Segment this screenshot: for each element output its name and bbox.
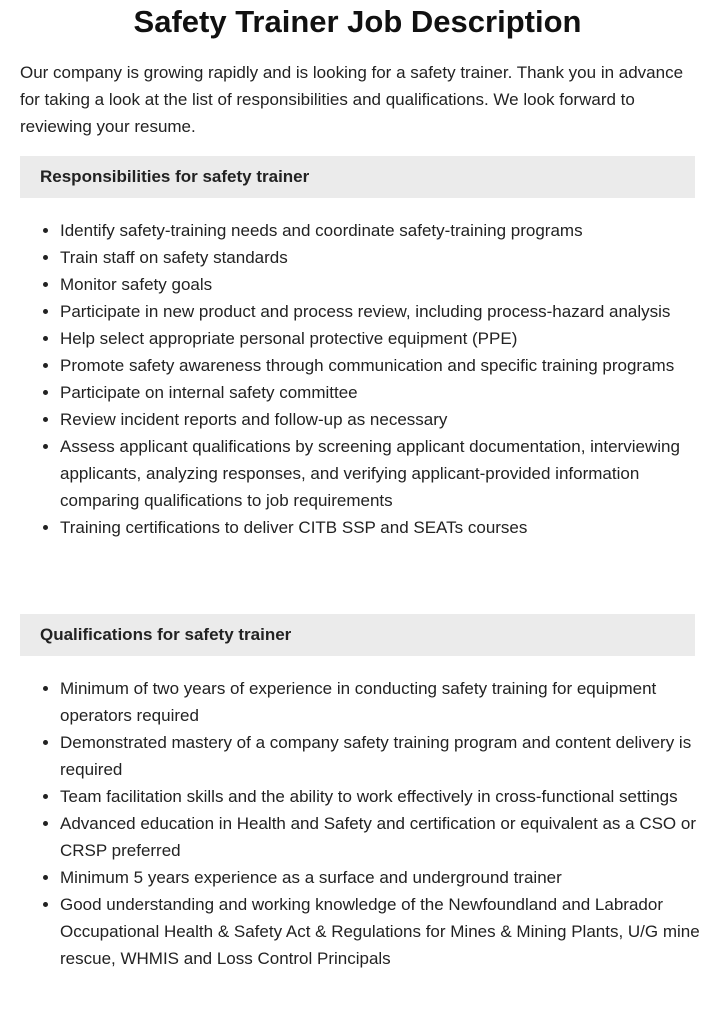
list-item: • Identify safety-training needs and coordinate safety-training programs [60, 217, 700, 244]
list-item: • Participate in new product and process review, including process-hazard analysis [60, 298, 700, 325]
page-title: Safety Trainer Job Description [133, 4, 582, 39]
qualifications-list [20, 675, 700, 972]
list-item: • Minimum 5 years experience as a surface and underground trainer [60, 864, 700, 891]
list-item: • Training certifications to deliver CITB SSP and SEATs courses [60, 514, 700, 541]
list-item: • Review incident reports and follow-up as necessary [60, 406, 700, 433]
list-item: • Monitor safety goals [60, 271, 700, 298]
list-item: • Help select appropriate personal protective equipment (PPE) [60, 325, 700, 352]
list-item: • Demonstrated mastery of a company safety training program and content delivery is required [60, 729, 700, 783]
list-item: • Train staff on safety standards [60, 244, 700, 271]
list-item: • Advanced education in Health and Safety and certification or equivalent as a CSO or CRSP preferred [60, 810, 700, 864]
responsibilities-heading: Responsibilities for safety trainer [20, 156, 695, 198]
intro-paragraph: Our company is growing rapidly and is looking for a safety trainer. Thank you in advance for taking a look at the list of responsibilities and qualifications. We look forward to reviewing your resume. [20, 63, 684, 136]
list-item: • Minimum of two years of experience in conducting safety training for equipment operators required [60, 675, 700, 729]
qualifications-heading: Qualifications for safety trainer [20, 614, 695, 656]
list-item: • Team facilitation skills and the ability to work effectively in cross-functional settings [60, 783, 700, 810]
list-item: • Promote safety awareness through communication and specific training programs [60, 352, 700, 379]
list-item: • Good understanding and working knowledge of the Newfoundland and Labrador Occupational Health & Safety Act & Regulations for Mines & Mining Plants, U/G mine rescue, WHMIS and Loss Control Principals [60, 891, 700, 972]
responsibilities-list [20, 217, 700, 541]
list-item: • Participate on internal safety committee [60, 379, 700, 406]
list-item: • Assess applicant qualifications by screening applicant documentation, interviewing applicants, analyzing responses, and verifying applicant-provided information comparing qualifications to job requirements [60, 433, 700, 514]
